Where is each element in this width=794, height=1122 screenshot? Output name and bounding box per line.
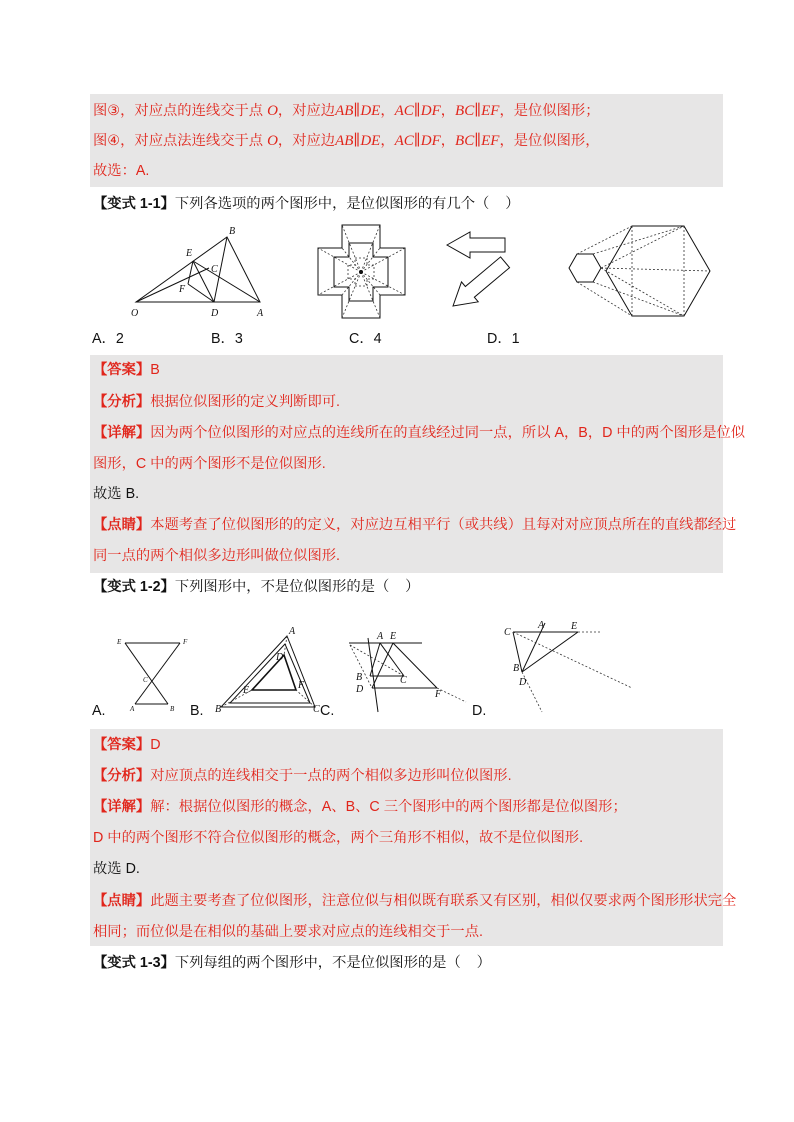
figure-1-2-c (340, 628, 470, 714)
detail-text: 解：根据位似图形的概念，A、B、C 三个图形中的两个图形都是位似图形； (150, 799, 627, 815)
figure-1-1-d (562, 222, 717, 322)
point-label: C (313, 704, 320, 715)
segment-fa (135, 643, 180, 704)
point-label: E (571, 621, 578, 632)
text-segment: ，对应边 (277, 133, 336, 149)
segment-fd (188, 284, 214, 302)
variant-1-2-question (93, 577, 419, 597)
math-segment: AC∥DF (394, 133, 441, 149)
center-point (359, 270, 363, 274)
answer-tag: 【答案】 (93, 737, 151, 753)
variant-1-1-question (93, 194, 520, 214)
option-a[interactable]: A．2 (92, 331, 124, 347)
left-arrow (447, 232, 505, 258)
point-label: A (377, 631, 384, 642)
option-c[interactable]: C. (320, 703, 335, 719)
choice-line: 故选 D. (93, 861, 140, 877)
text-segment: ，是位似图形； (499, 103, 600, 119)
large-hexagon (606, 226, 710, 316)
dashed-ray (513, 632, 632, 688)
point-label: E (186, 248, 193, 259)
comment-line-cont: 相同；而位似是在相似的基础上要求对应点的连线相交于一点. (93, 924, 483, 940)
answer-value: B (150, 362, 160, 378)
point-label: E (390, 631, 397, 642)
math-segment: AB∥DE (335, 133, 381, 149)
analysis-tag: 【分析】 (93, 768, 151, 784)
point-label: A (538, 620, 545, 631)
point-label: C (143, 676, 148, 684)
triangle-oab (136, 237, 260, 302)
point-label: B (215, 704, 222, 715)
segment-ac (380, 643, 404, 676)
figure-1-2-a (110, 632, 195, 714)
option-d[interactable]: D．1 (487, 331, 520, 347)
option-c[interactable]: C．4 (349, 331, 382, 347)
down-left-arrow (445, 252, 514, 316)
detail-tag: 【详解】 (93, 799, 151, 815)
variant-tag: 【变式 1-1】 (93, 196, 175, 212)
comment-text: 此题主要考查了位似图形，注意位似与相似既有联系又有区别，相似仅要求两个图形形状完全 (150, 893, 737, 909)
comment-tag: 【点睛】 (93, 517, 151, 533)
analysis-line (93, 766, 512, 786)
text-segment: ，对应边 (277, 103, 336, 119)
text-segment: 图④，对应点法连线交于点 (93, 133, 268, 149)
point-label: F (298, 680, 305, 691)
analysis-line (93, 392, 340, 412)
choice-line: 故选 B. (93, 486, 140, 502)
comment-line (93, 515, 736, 535)
point-label: A (289, 626, 296, 637)
prev-solution-line-1 (93, 101, 600, 121)
detail-tag: 【详解】 (93, 425, 151, 441)
comment-tag: 【点睛】 (93, 893, 151, 909)
figure-1-1-c (440, 228, 515, 313)
math-segment: O (267, 133, 278, 149)
point-label: C (211, 264, 218, 275)
question-stem: 下列各选项的两个图形中，是位似图形的有几个（ ） (174, 196, 520, 212)
answer-value: D (150, 737, 161, 753)
detail-text: 因为两个位似图形的对应点的连线所在的直线经过同一点，所以 A，B，D 中的两个图形是位似 (150, 425, 746, 441)
text-segment: ，是位似图形， (499, 133, 600, 149)
segment-eb (125, 643, 168, 704)
point-label: A (130, 705, 135, 713)
point-label: A (257, 308, 264, 319)
answer-line (93, 735, 161, 755)
detail-line-cont: D 中的两个图形不符合位似图形的概念，两个三角形不相似，故不是位似图形. (93, 830, 584, 846)
figure-1-2-d (497, 618, 637, 714)
point-label: F (179, 284, 186, 295)
option-d[interactable]: D. (472, 703, 487, 719)
question-stem: 下列每组的两个图形中，不是位似图形的是（ ） (174, 955, 491, 971)
figure-1-1-b (315, 222, 410, 322)
small-hexagon (569, 254, 601, 282)
option-a[interactable]: A. (92, 703, 106, 719)
analysis-text: 对应顶点的连线相交于一点的两个相似多边形叫位似图形. (150, 768, 512, 784)
text-segment: ， (440, 133, 456, 149)
point-label: F (435, 689, 442, 700)
triangle-abc-inner-edge (230, 644, 310, 703)
variant-tag: 【变式 1-2】 (93, 579, 175, 595)
detail-line-cont: 图形，C 中的两个图形不是位似图形. (93, 456, 326, 472)
comment-text: 本题考查了位似图形的的定义，对应边互相平行（或共线）且每对对应顶点所在的直线都经过 (150, 517, 737, 533)
variant-1-3-question (93, 953, 491, 973)
option-b[interactable]: B. (190, 703, 204, 719)
point-label: C (504, 627, 511, 638)
point-label: B (356, 672, 363, 683)
comment-line (93, 891, 736, 911)
point-label: D (519, 677, 527, 688)
figure-1-2-b (212, 624, 324, 715)
comment-line-cont: 同一点的两个相似多边形叫做位似图形. (93, 548, 341, 564)
math-segment: BC∥EF (455, 133, 500, 149)
analysis-tag: 【分析】 (93, 394, 151, 410)
text-segment: ， (380, 133, 395, 149)
answer-tag: 【答案】 (93, 362, 151, 378)
segment-ed (372, 643, 393, 688)
point-label: B (229, 226, 236, 237)
point-label: B (170, 705, 175, 713)
detail-line (93, 797, 627, 817)
math-segment: BC∥EF (455, 103, 500, 119)
point-label: O (131, 308, 139, 319)
text-segment: 图③，对应点的连线交于点 (93, 103, 268, 119)
variant-tag: 【变式 1-3】 (93, 955, 175, 971)
text-segment: ， (380, 103, 395, 119)
math-segment: AB∥DE (335, 103, 381, 119)
point-label: F (183, 638, 188, 646)
point-label: B (513, 663, 520, 674)
figure-1-1-a (125, 222, 275, 322)
option-b[interactable]: B．3 (211, 331, 243, 347)
point-label: C (400, 675, 407, 686)
text-segment: ， (440, 103, 456, 119)
analysis-text: 根据位似图形的定义判断即可. (150, 394, 341, 410)
point-label: D (356, 684, 364, 695)
dashed-ray (437, 688, 466, 702)
point-label: E (117, 638, 122, 646)
math-segment: AC∥DF (394, 103, 441, 119)
point-label: D (276, 652, 284, 663)
detail-line (93, 423, 745, 443)
correspondence-lines (577, 226, 710, 316)
vertical-line (368, 638, 378, 712)
point-label: D (211, 308, 219, 319)
question-stem: 下列图形中，不是位似图形的是（ ） (174, 579, 420, 595)
segment-eb (522, 632, 578, 672)
point-label: E (243, 685, 250, 696)
answer-line (93, 360, 160, 380)
math-segment: O (267, 103, 278, 119)
prev-solution-line-2 (93, 131, 600, 151)
segment-oc (136, 268, 209, 302)
prev-solution-choice: 故选：A. (93, 163, 150, 179)
